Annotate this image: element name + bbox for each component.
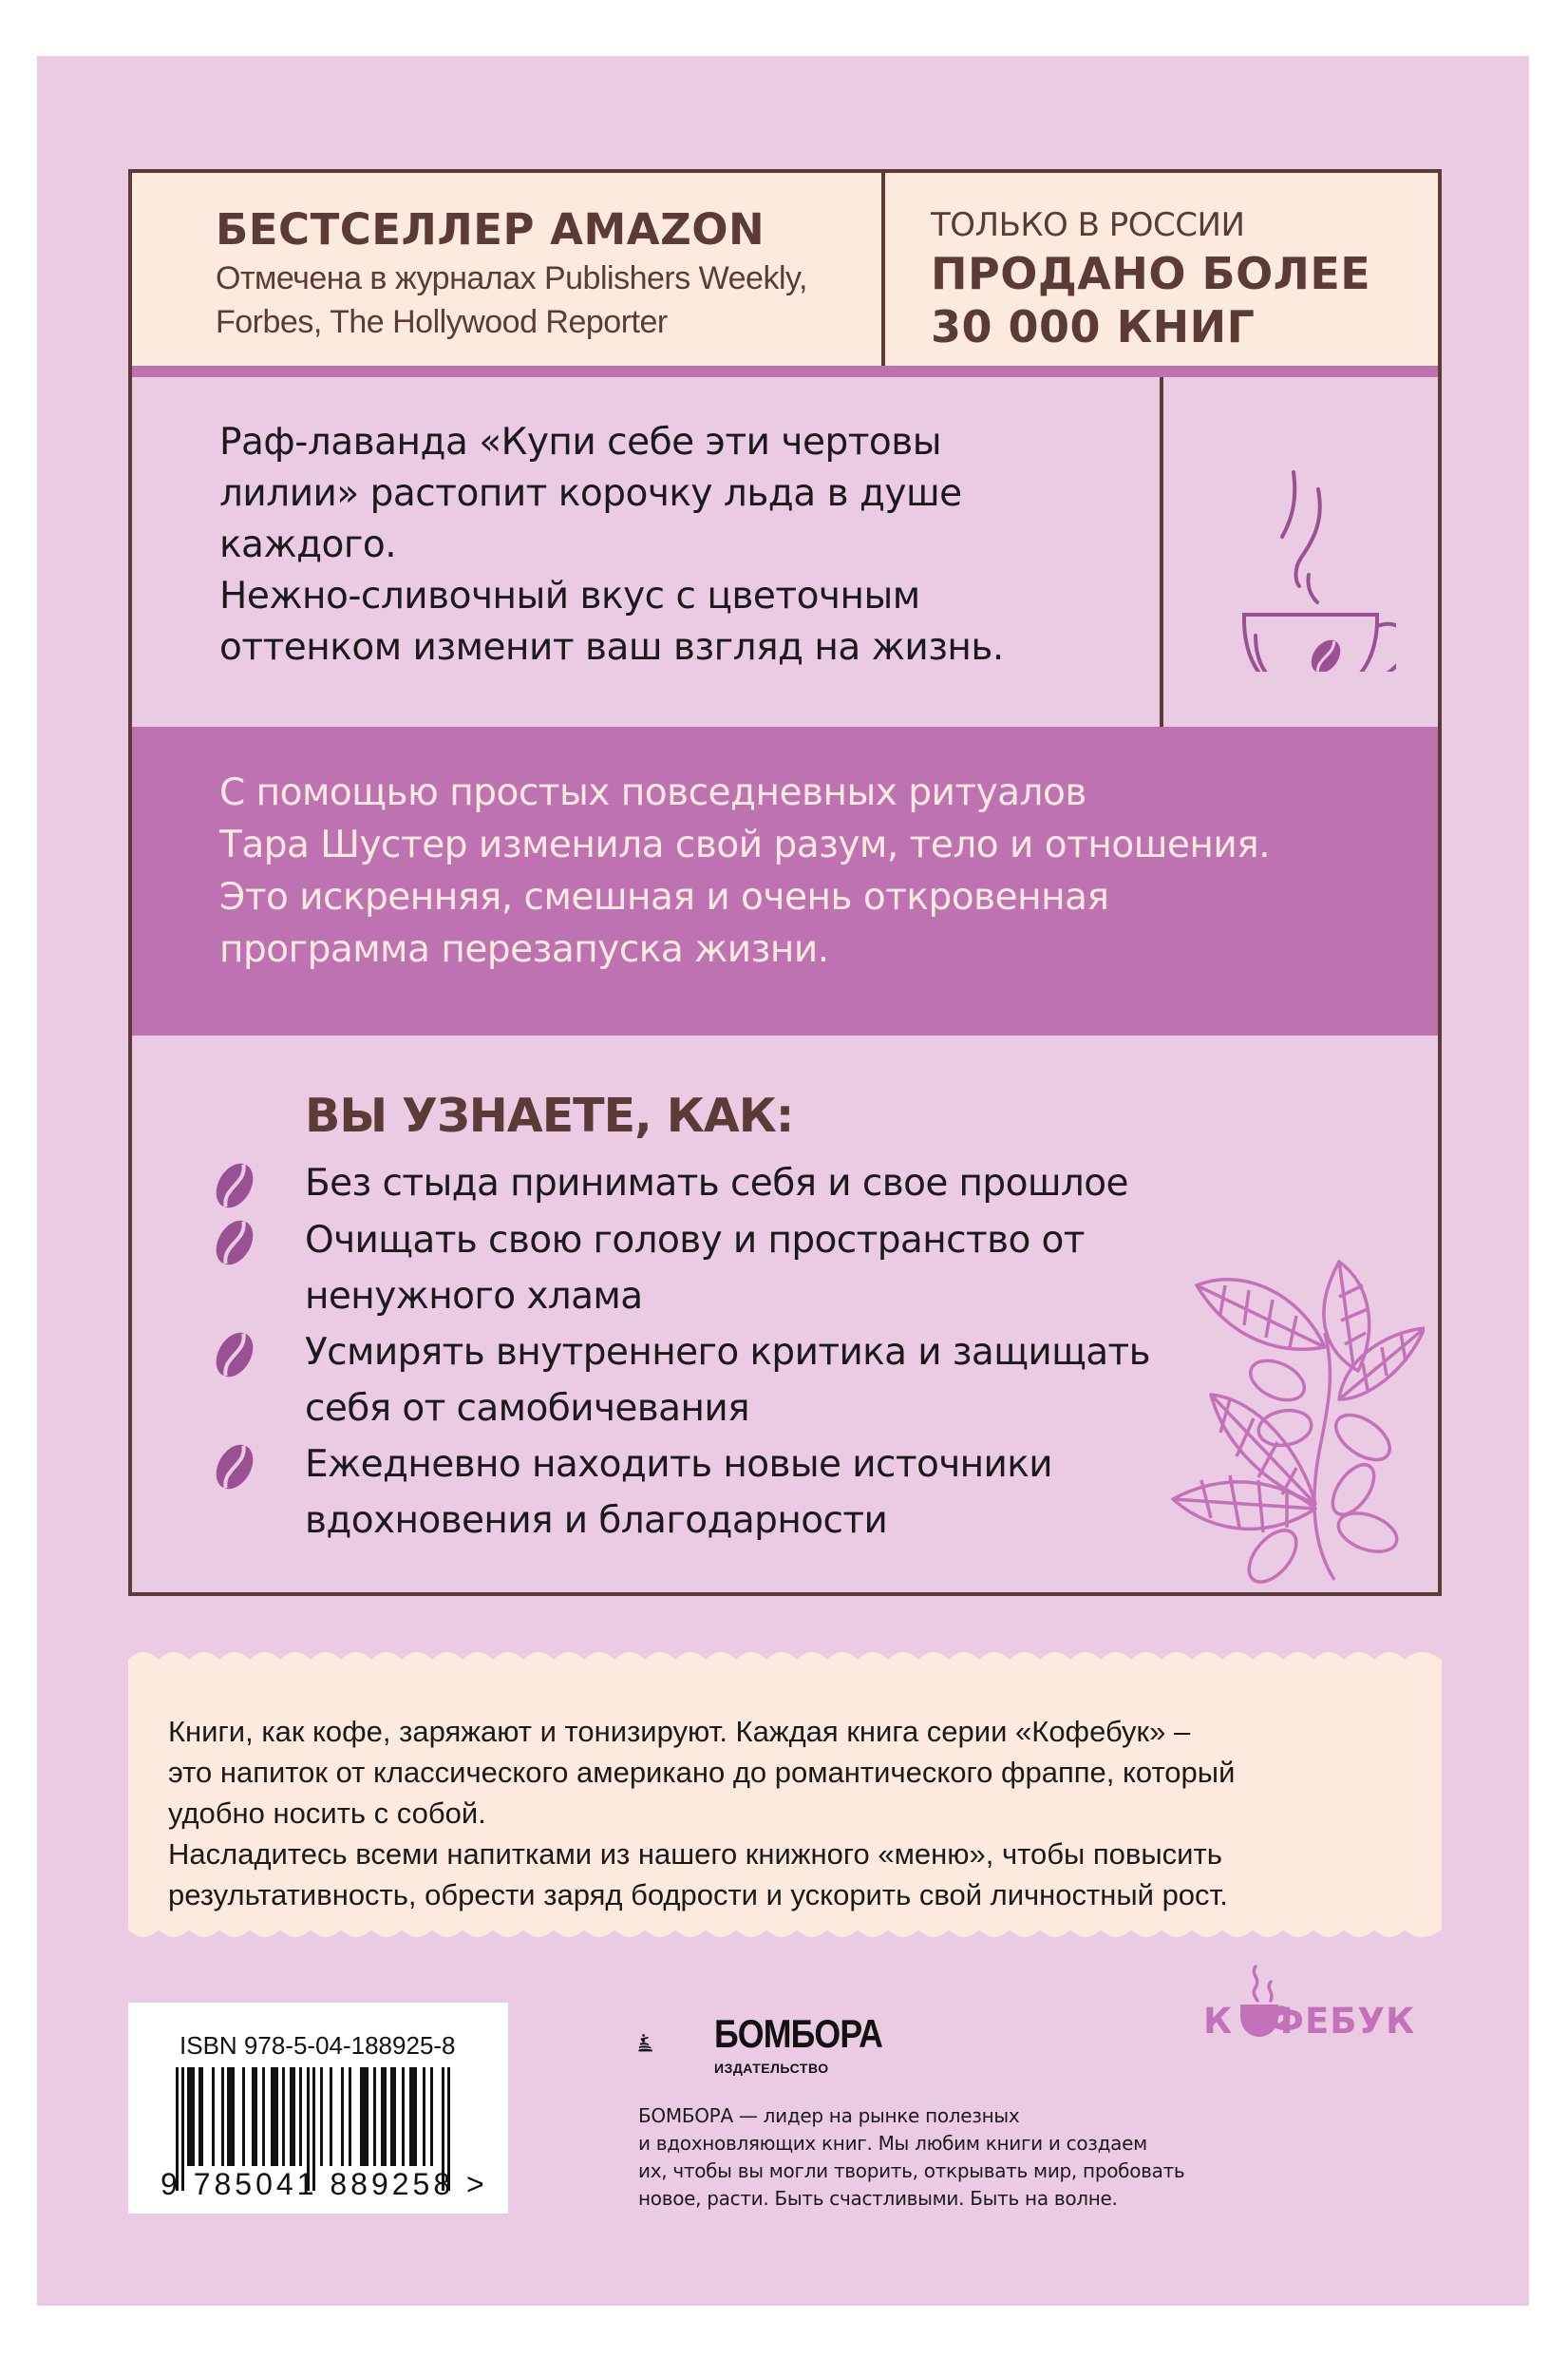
drink-line: каждого. bbox=[219, 523, 397, 566]
drink-description bbox=[132, 377, 1163, 727]
divider-band bbox=[132, 366, 1438, 377]
wavy-edge-bottom bbox=[128, 1920, 1442, 1939]
list-item: Очищать свою голову и пространство от ненужного хлама bbox=[210, 1212, 1236, 1324]
publisher-description bbox=[638, 2102, 1246, 2213]
coffee-bean-icon bbox=[210, 1159, 259, 1212]
note-line: Насладитесь всеми напитками из нашего книжного «меню», чтобы повысить bbox=[168, 1837, 1222, 1871]
coffee-bean-icon bbox=[210, 1216, 259, 1269]
publisher-line: их, чтобы вы могли творить, открывать мир, пробовать bbox=[638, 2159, 1185, 2182]
list-item: Усмирять внутреннего критика и защищать себя от самобичевания bbox=[210, 1324, 1236, 1436]
wavy-edge-top bbox=[128, 1650, 1442, 1669]
list-item: Ежедневно находить новые источники вдохновения и благодарности bbox=[210, 1436, 1236, 1549]
publisher-line: новое, расти. Быть счастливыми. Быть на волне. bbox=[638, 2187, 1118, 2210]
sold-count-line: 30 000 КНИГ bbox=[931, 301, 1256, 352]
learn-title: ВЫ УЗНАЕТЕ, КАК: bbox=[305, 1089, 794, 1143]
learn-section bbox=[132, 1036, 1438, 1592]
drink-description-row bbox=[132, 377, 1438, 727]
only-in-russia-label: ТОЛЬКО В РОССИИ bbox=[931, 206, 1245, 244]
summary-line: Тара Шустер изменила свой разум, тело и отношения. bbox=[219, 824, 1271, 866]
drink-line: Нежно-сливочный вкус с цветочным bbox=[219, 575, 920, 618]
awards-row bbox=[132, 173, 1438, 366]
drink-line: оттенком изменит ваш взгляд на жизнь. bbox=[219, 626, 1004, 669]
sales-block bbox=[885, 173, 1438, 366]
barcode-box bbox=[128, 2003, 508, 2214]
barcode-digits: 9 785041 889258 > bbox=[161, 2167, 488, 2201]
coffee-branch-icon bbox=[1168, 1257, 1425, 1585]
publisher-line: и вдохновляющих книг. Мы любим книги и создаем bbox=[638, 2132, 1147, 2155]
coffee-bean-icon bbox=[210, 1328, 259, 1381]
summary-band bbox=[132, 727, 1438, 1036]
drink-line: Раф-лаванда «Купи себе эти чертовы bbox=[219, 421, 942, 464]
series-note bbox=[128, 1667, 1442, 1922]
list-item: Без стыда принимать себя и свое прошлое bbox=[210, 1155, 1236, 1212]
summary-line: С помощью простых повседневных ритуалов bbox=[219, 771, 1086, 814]
note-line: это напиток от классического американо до романтического фраппе, который bbox=[168, 1756, 1236, 1789]
bestseller-title: БЕСТСЕЛЛЕР AMAZON bbox=[216, 204, 765, 255]
kofebuk-logo: К ФЕБУК bbox=[1203, 2001, 1416, 2042]
coffee-bean-icon bbox=[210, 1440, 259, 1493]
drink-line: лилии» растопит корочку льда в душе bbox=[219, 472, 962, 515]
sold-count-line: ПРОДАНО БОЛЕЕ bbox=[931, 248, 1371, 299]
bestseller-block bbox=[132, 173, 885, 366]
mentions-line: Forbes, The Hollywood Reporter bbox=[216, 304, 668, 340]
note-line: Книги, как кофе, заряжают и тонизируют. Каждая книга серии «Кофебук» – bbox=[168, 1715, 1191, 1748]
learn-list bbox=[210, 1155, 1236, 1549]
publisher-subtitle: ИЗДАТЕЛЬСТВО bbox=[714, 2061, 829, 2076]
summary-line: программа перезапуска жизни. bbox=[219, 928, 829, 971]
content-frame bbox=[128, 169, 1442, 1596]
note-line: удобно носить с собой. bbox=[168, 1796, 486, 1830]
note-line: результативность, обрести заряд бодрости и ускорить свой личностный рост. bbox=[168, 1878, 1228, 1911]
publisher-name: БОМБОРА bbox=[714, 2011, 883, 2056]
isbn-label: ISBN 978-5-04-188925-8 bbox=[179, 2031, 456, 2060]
summary-line: Это искренняя, смешная и очень откровенная bbox=[219, 876, 1109, 919]
bombora-logo-icon bbox=[638, 2005, 705, 2081]
publisher-line: БОМБОРА — лидер на рынке полезных bbox=[638, 2104, 1020, 2127]
cup-cell bbox=[1163, 377, 1438, 727]
mentions-line: Отмечена в журналах Publishers Weekly, bbox=[216, 260, 807, 296]
coffee-cup-icon bbox=[1206, 425, 1396, 672]
